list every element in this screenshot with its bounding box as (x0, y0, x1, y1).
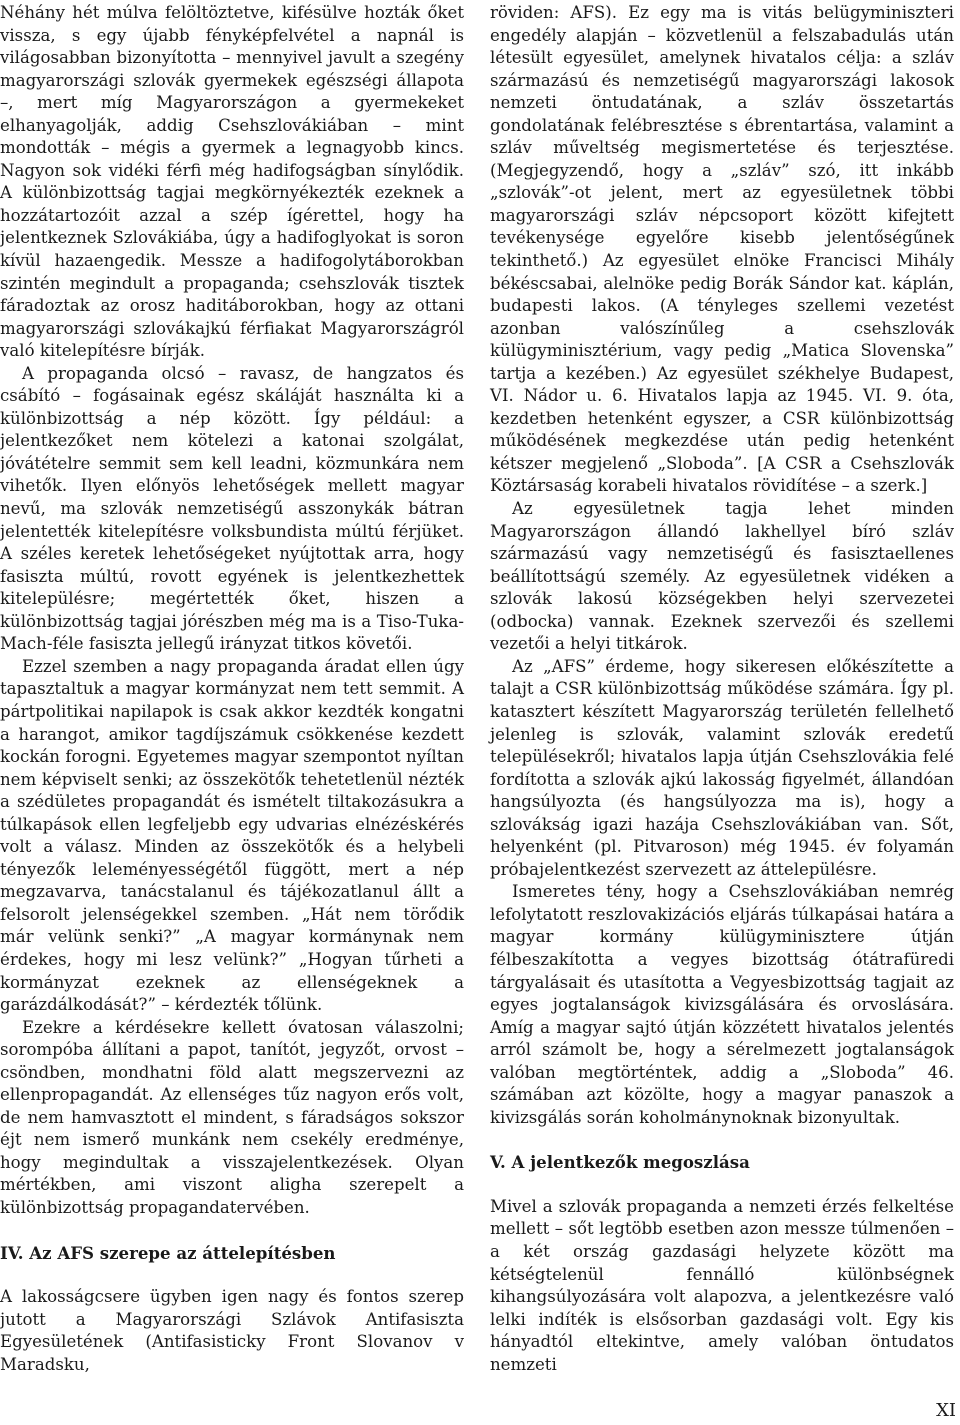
paragraph: Ismeretes tény, hogy a Csehszlovákiában nemrég lefolytatott reszlovakizációs eljárás túlkapásai határa a magyar kormány külügyminisztere útján félbeszakította a vegyes bizottság ótátrafüredi tárgyalásait és utasította a Vegyesbizottság tagjait az egyes jogtalanságok kivizsgálására és orvoslására. Amíg a magyar sajtó útján közzétett hivatalos jelentés arról számolt be, hogy a sérelmezett jogtalanságok valóban megtörténtek, addig a „Sloboda” 46. számában azt közölte, hogy a magyar panaszok a kivizsgálás során koholmánynoknak bizonyultak. (490, 882, 954, 1127)
paragraph: A propaganda olcsó – ravasz, de hangzatos és csábító – fogásainak egész skáláját használta ki a különbizottság a nép között. Így például: a jelentkezőket nem kötelezi a katonai szolgálat, jóvátételre semmit sem kell leadni, közmunkára nem vihetők. Ilyen előnyös lehetőségek mellett magyar nevű, ma szlovák nemzetiségű asszonykák bátran jelentették kitelepítésre volksbundista múltú férjüket. A széles keretek lehetőségeket nyújtottak arra, hogy fasiszta múltú, rovott egyének is jelentkezhettek kitelepülésre; megértették őket, hiszen a különbizottság tagjai jórészben még ma is a Tiso-Tuka-Mach-féle fasiszta jellegű irányzat titkos követői. (0, 363, 464, 654)
paragraph: Az egyesületnek tagja lehet minden Magyarországon állandó lakhellyel bíró szláv származású vagy nemzetiségű és fasisztaellenes beállítottságú személy. Az egyesületnek vidéken a szlovák lakosú községekben helyi szervezetei (odbocka) vannak. Ezeknek szervezői és szellemi vezetői a helyi titkárok. (490, 499, 954, 654)
paragraph: A lakosságcsere ügyben igen nagy és fontos szerep jutott a Magyarországi Szlávok Antifasiszta Egyesületének (Antifasisticky Front Slovanov v Maradsku, (0, 1287, 464, 1374)
paragraph: Ezzel szemben a nagy propaganda áradat ellen úgy tapasztaltuk a magyar kormányzat nem tett semmit. A pártpolitikai napilapok is csak akkor kezdték kongatni a harangot, amikor tagdíjszámuk csökkenése kezdett kockán forogni. Egyetemes magyar szempontot nyíltan nem képviselt senki; az összekötők tehetetlenül nézték a szédületes propagandát és ismételt tiltakozásukra a túlkapások ellen legfeljebb egy udvarias elnézéskérés volt a válasz. Minden az összekötők és a helybeli tényezők leleményességétől függött, mert a nép megzavarva, tanácstalanul és tájékozatlanul állt a felsorolt jelenségekkel szemben. „Hát nem törődik már velünk senki?” „A magyar kormánynak nem érdekes, hogy mi lesz velünk?” „Hogyan tűrheti a kormányzat ezeknek az ellenségeknek a garázdálkodását?” – kérdezték tőlünk. (0, 656, 464, 1015)
paragraph: röviden: AFS). Ez egy ma is vitás belügyminiszteri engedély alapján – közvetlenül a felszabadulás után létesült egyesület, amelynek hivatalos célja: a szláv származású és nemzetiségű magyarországi lakosok nemzeti öntudatának, a szláv összetartás gondolatának felébresztése s ébrentartása, valamint a szláv műveltség megismertetése és terjesztése. (Megjegyzendő, hogy a „szláv” szó, itt inkább „szlovák”-ot jelent, mert az egyesületnek többi magyarországi szláv népcsoport között kifejtett tevékenysége egyelőre kisebb jelentőségűnek tekinthető.) Az egyesület elnöke Francisci Mihály békéscsabai, alelnöke pedig Borák Sándor kat. káplán, budapesti lakos. (A tényleges szellemi vezetést azonban valószínűleg a csehszlovák külügyminisztérium, vagy pedig „Matica Slovenska” tartja a kezében.) Az egyesület székhelye Budapest, VI. Nádor u. 6. Hivatalos lapja az 1945. VI. 9. óta, kezdetben hetenként egyszer, a CSR különbizottság működésének megkezdése után pedig hetenként kétszer megjelenő „Sloboda”. [A CSR a Csehszlovák Köztársaság korabeli hivatalos rövidítése – a szerk.] (490, 3, 954, 496)
paragraph: Ezekre a kérdésekre kellett óvatosan válaszolni; sorompóba állítani a papot, tanítót, jegyzőt, orvost – csöndben, mondhatni föld alatt megszervezni az ellenpropagandát. Az ellenséges tűz nagyon erős volt, de nem hamvasztott el mindent, s fáradságos sokszor éjt nem ismerő munkánk nem csekély eredménye, hogy megindultak a visszajelentkezések. Olyan mértékben, ami viszont aligha szerepelt a különbizottság propagandatervében. (0, 1017, 464, 1217)
page-number: XI (936, 1400, 956, 1421)
left-column (0, 2, 464, 1376)
section-heading: IV. Az AFS szerepe az áttelepítésben (0, 1242, 336, 1263)
paragraph: Mivel a szlovák propaganda a nemzeti érzés felkeltése mellett – sőt legtöbb esetben azon messze túlmenően – a két ország gazdasági helyzete között ma kétségtelenül fennálló különbségnek kihangsúlyozására volt alapozva, a jelentkezésre való lelki indíték is elsősorban gazdasági volt. Egy kis hányadtól eltekintve, amely valóban öntudatos nemzeti (490, 1196, 954, 1374)
right-column (490, 2, 954, 1376)
paragraph: Az „AFS” érdeme, hogy sikeresen előkészítette a talajt a CSR különbizottság működése számára. Így pl. katasztert készített Magyarország területén fellelhető jelenleg is szlovák, valamint szlovák eredetű településekről; hivatalos lapja útján Csehszlovákia felé fordította a szlovák ajkú lakosság figyelmét, állandóan hangsúlyozta (és hangsúlyozza ma is), hogy a szlovákság igazi hazája Csehszlovákiában van. Sőt, helyenként (pl. Pitvaroson) még 1945. év folyamán próbajelentkezést szervezett az áttelepülésre. (490, 656, 954, 879)
paragraph: Néhány hét múlva felöltöztetve, kifésülve hozták őket vissza, s egy újabb fényképfelvétel a napnál is világosabban bizonyította – mennyivel javult a szegény magyarországi szlovák gyermekek egészségi állapota –, mert míg Magyarországon a gyermekeket elhanyagolják, addig Csehszlovákiában – mint mondották – mégis a gyermek a legnagyobb kincs. Nagyon sok vidéki férfi még hadifogságban sínylődik. A különbizottság tagjai megkörnyékezték ezeknek a hozzátartozóit azzal a szép ígérettel, hogy ha jelentkeznek Szlovákiába, úgy a hadifoglyokat is soron kívül hazaengedik. Messze a hadifogolytáborokban szintén megindult a propaganda; csehszlovák tisztek fáradoztak az orosz haditáborokban, hogy az ottani magyarországi szlovákajkú férfiakat Magyarországról való kitelepítésre bírják. (0, 3, 464, 361)
section-heading: V. A jelentkezők megoszlása (490, 1152, 750, 1173)
